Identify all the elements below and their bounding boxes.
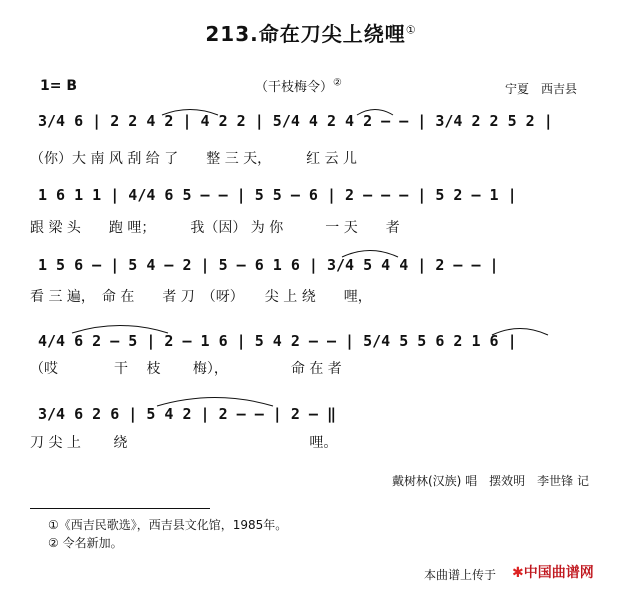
notation-line-1 [30, 112, 605, 152]
tune-name-text: （干枝梅令） [255, 80, 334, 95]
song-title-text: 213.命在刀尖上绕哩 [205, 22, 406, 46]
song-title [0, 18, 622, 47]
slur-mark [490, 324, 550, 336]
slur-mark [340, 246, 400, 258]
key-signature: 1= B [40, 78, 78, 94]
footnote-1: ①《西吉民歌选》，西吉县文化馆，1985年。 [48, 518, 288, 532]
region-label: 宁夏 西吉县 [505, 82, 578, 96]
tune-name [255, 76, 342, 95]
notation-text: 3/4 6 | 2 2 4 2 | 4 2 2 | 5/4 4 2 4 2 — — | 3/4 2 2 5 2 | [38, 112, 553, 130]
site-logo[interactable] [512, 562, 594, 582]
footnote-2: ② 令名新加。 [48, 536, 123, 550]
lyric-line-1: （你）大 南 风 刮 给 了 整 三 天， 红 云 儿 [30, 151, 358, 167]
site-logo-text: 中国曲谱网 [523, 565, 594, 581]
lyric-line-2: 跟 梁 头 跑 哩； 我（因） 为 你 一 天 者 [30, 220, 400, 236]
slur-mark [160, 106, 220, 116]
notation-text: 1 6 1 1 | 4/4 6 5 — — | 5 5 — 6 | 2 — — — | 5 2 — 1 | [38, 186, 517, 204]
footnote-divider [30, 508, 210, 509]
lyric-line-5: 刀 尖 上 绕 哩。 [30, 435, 338, 451]
slur-mark [155, 391, 275, 407]
performer-credits: 戴树林(汉族) 唱 摆效明 李世锋 记 [392, 474, 589, 488]
title-footnote-mark: ① [405, 23, 417, 37]
notation-text: 3/4 6 2 6 | 5 4 2 | 2 — — | 2 — ‖ [38, 405, 337, 423]
logo-star-icon: ✱ [512, 565, 524, 581]
notation-text: 1 5 6 — | 5 4 — 2 | 5 — 6 1 6 | 3/4 5 4 4 | 2 — — | [38, 256, 499, 274]
tune-footnote-mark: ② [333, 77, 342, 89]
lyric-line-3: 看 三 遍， 命 在 者 刀 （呀） 尖 上 绕 哩， [30, 289, 372, 305]
lyric-line-4: （哎 干 枝 梅）， 命 在 者 [30, 361, 342, 377]
slur-mark [355, 106, 395, 116]
notation-text: 4/4 6 2 — 5 | 2 — 1 6 | 5 4 2 — — | 5/4 5 5 6 2 1 6 | [38, 332, 517, 350]
upload-text: 本曲谱上传于 [424, 568, 497, 582]
slur-mark [70, 320, 170, 334]
